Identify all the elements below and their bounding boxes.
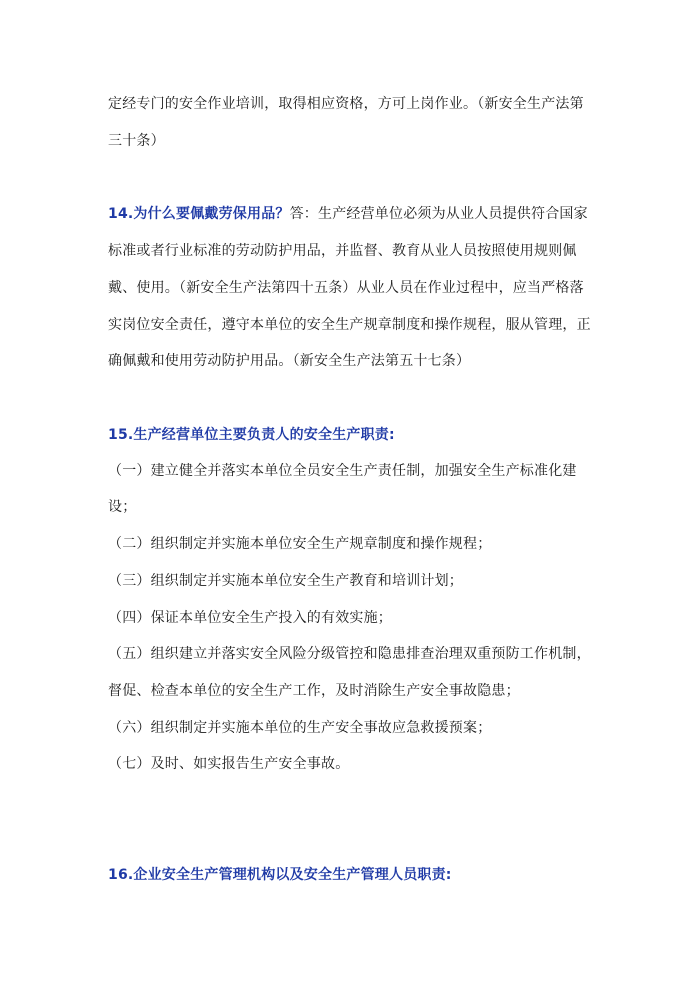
section15-item7: （七）及时、如实报告生产安全事故。 [108,756,350,772]
section13-line-1: 定经专门的安全作业培训，取得相应资格，方可上岗作业。（新安全生产法第 [108,96,584,112]
section14-heading: 14.为什么要佩戴劳保用品？ [108,206,290,222]
section14-line-5: 确佩戴和使用劳动防护用品。（新安全生产法第五十七条） [108,353,471,369]
section16-heading: 16.企业安全生产管理机构以及安全生产管理人员职责: [108,867,452,883]
section14-paragraph-line-1 [108,204,598,224]
section13-line-2: 三十条） [108,133,165,149]
section14-line-3: 戴、使用。（新安全生产法第四十五条）从业人员在作业过程中，应当严格落 [108,280,584,296]
section15-item6: （六）组织制定并实施本单位的生产安全事故应急救援预案； [108,720,492,736]
section15-item1-line-1: （一）建立健全并落实本单位全员安全生产责任制，加强安全生产标准化建 [108,463,577,479]
section15-item5-line-1: （五）组织建立并落实安全风险分级管控和隐患排查治理双重预防工作机制， [108,646,591,662]
section14-line-2: 标准或者行业标准的劳动防护用品，并监督、教育从业人员按照使用规则佩 [108,243,577,259]
section15-item1-line-2: 设； [108,499,137,515]
section15-item3: （三）组织制定并实施本单位安全生产教育和培训计划； [108,573,463,589]
section14-line-4: 实岗位安全责任，遵守本单位的安全生产规章制度和操作规程，服从管理，正 [108,317,591,333]
section15-item2: （二）组织制定并实施本单位安全生产规章制度和操作规程； [108,536,492,552]
section15-item5-line-2: 督促、检查本单位的安全生产工作，及时消除生产安全事故隐患； [108,683,520,699]
section15-item4: （四）保证本单位安全生产投入的有效实施； [108,610,392,626]
section15-heading: 15.生产经营单位主要负责人的安全生产职责: [108,427,395,443]
section14-answer-start: 答：生产经营单位必须为从业人员提供符合国家 [289,206,588,222]
